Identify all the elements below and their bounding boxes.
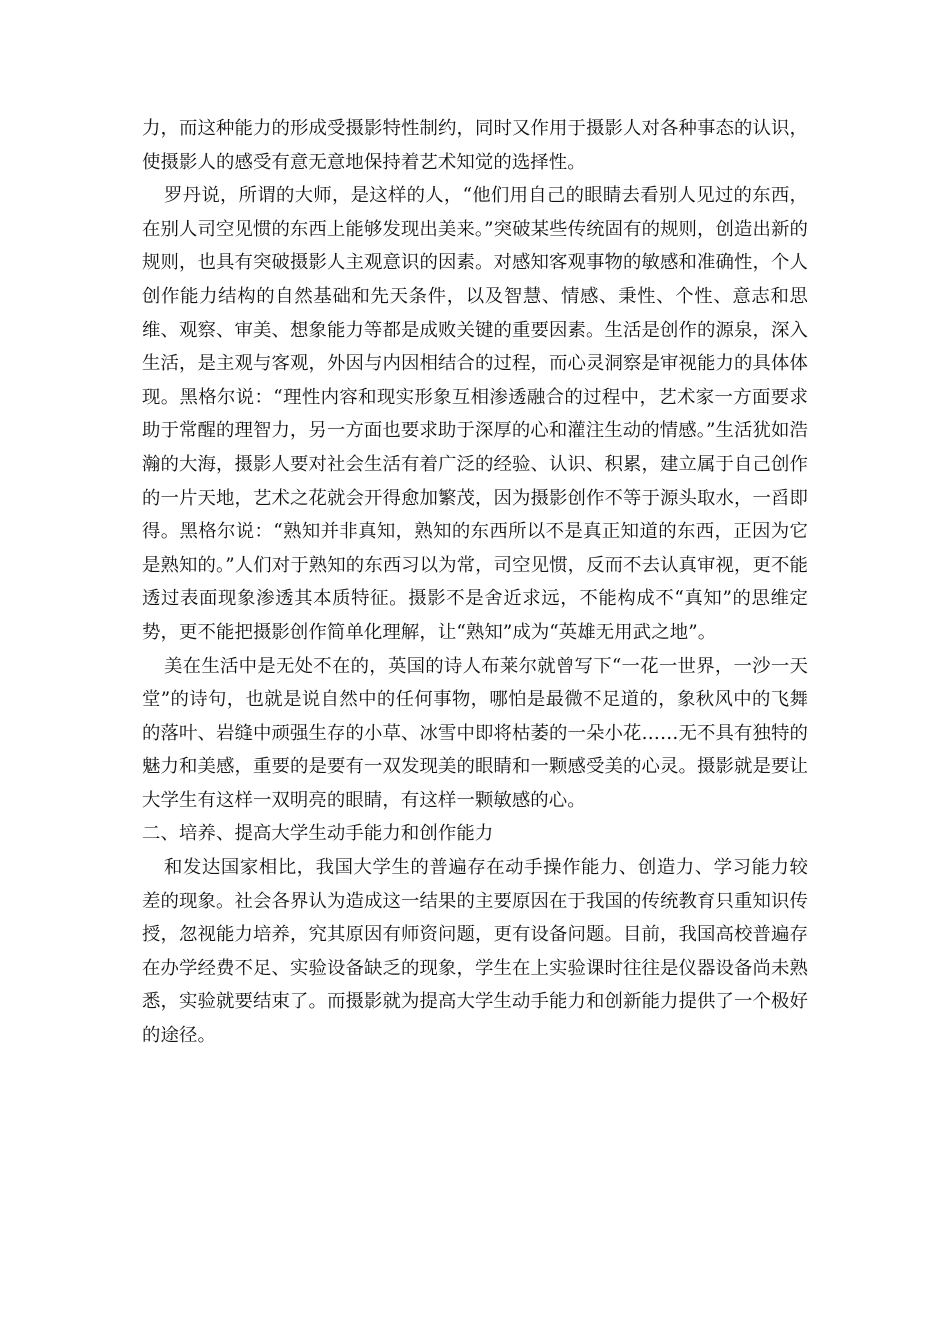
- paragraph-practical-ability: 和发达国家相比，我国大学生的普遍存在动手操作能力、创造力、学习能力较差的现象。社会各界认为造成这一结果的主要原因在于我国的传统教育只重知识传授，忽视能力培养，究其原因有师资问题，更有设备问题。目前，我国高校普遍存在办学经费不足、实验设备缺乏的现象，学生在上实验课时往往是仪器设备尚未熟悉，实验就要结束了。而摄影就为提高大学生动手能力和创新能力提供了一个极好的途径。: [142, 857, 808, 1047]
- paragraph-beauty-in-life: 美在生活中是无处不在的，英国的诗人布莱尔就曾写下“一花一世界，一沙一天堂”的诗句，也就是说自然中的任何事物，哪怕是最微不足道的，象秋风中的飞舞的落叶、岩缝中顽强生存的小草、冰雪中即将枯萎的一朵小花……无不具有独特的魅力和美感，重要的是要有一双发现美的眼睛和一颗感受美的心灵。摄影就是要让大学生有这样一双明亮的眼睛，有这样一颗敏感的心。: [142, 655, 808, 811]
- paragraph-rodin-quote: 罗丹说，所谓的大师，是这样的人，“他们用自己的眼睛去看别人见过的东西，在别人司空见惯的东西上能够发现出美来。”突破某些传统固有的规则，创造出新的规则，也具有突破摄影人主观意识的因素。对感知客观事物的敏感和准确性，个人创作能力结构的自然基础和先天条件，以及智慧、情感、秉性、个性、意志和思维、观察、审美、想象能力等都是成败关键的重要因素。生活是创作的源泉，深入生活，是主观与客观，外因与内因相结合的过程，而心灵洞察是审视能力的具体体现。黑格尔说：“理性内容和现实形象互相渗透融合的过程中，艺术家一方面要求助于常醒的理智力，另一方面也要求助于深厚的心和灌注生动的情感。”生活犹如浩瀚的大海，摄影人要对社会生活有着广泛的经验、认识、积累，建立属于自己创作的一片天地，艺术之花就会开得愈加繁茂，因为摄影创作不等于源头取水，一舀即得。黑格尔说：“熟知并非真知，熟知的东西所以不是真正知道的东西，正因为它是熟知的。”人们对于熟知的东西习以为常，司空见惯，反而不去认真审视，更不能透过表面现象渗透其本质特征。摄影不是舍近求远，不能构成不“真知”的思维定势，更不能把摄影创作简单化理解，让“熟知”成为“英雄无用武之地”。: [142, 185, 808, 643]
- document-page: [142, 112, 808, 1053]
- section-heading: 二、培养、提高大学生动手能力和创作能力: [142, 823, 494, 845]
- paragraph-continuation: 力，而这种能力的形成受摄影特性制约，同时又作用于摄影人对各种事态的认识，使摄影人的感受有意无意地保持着艺术知觉的选择性。: [142, 118, 808, 173]
